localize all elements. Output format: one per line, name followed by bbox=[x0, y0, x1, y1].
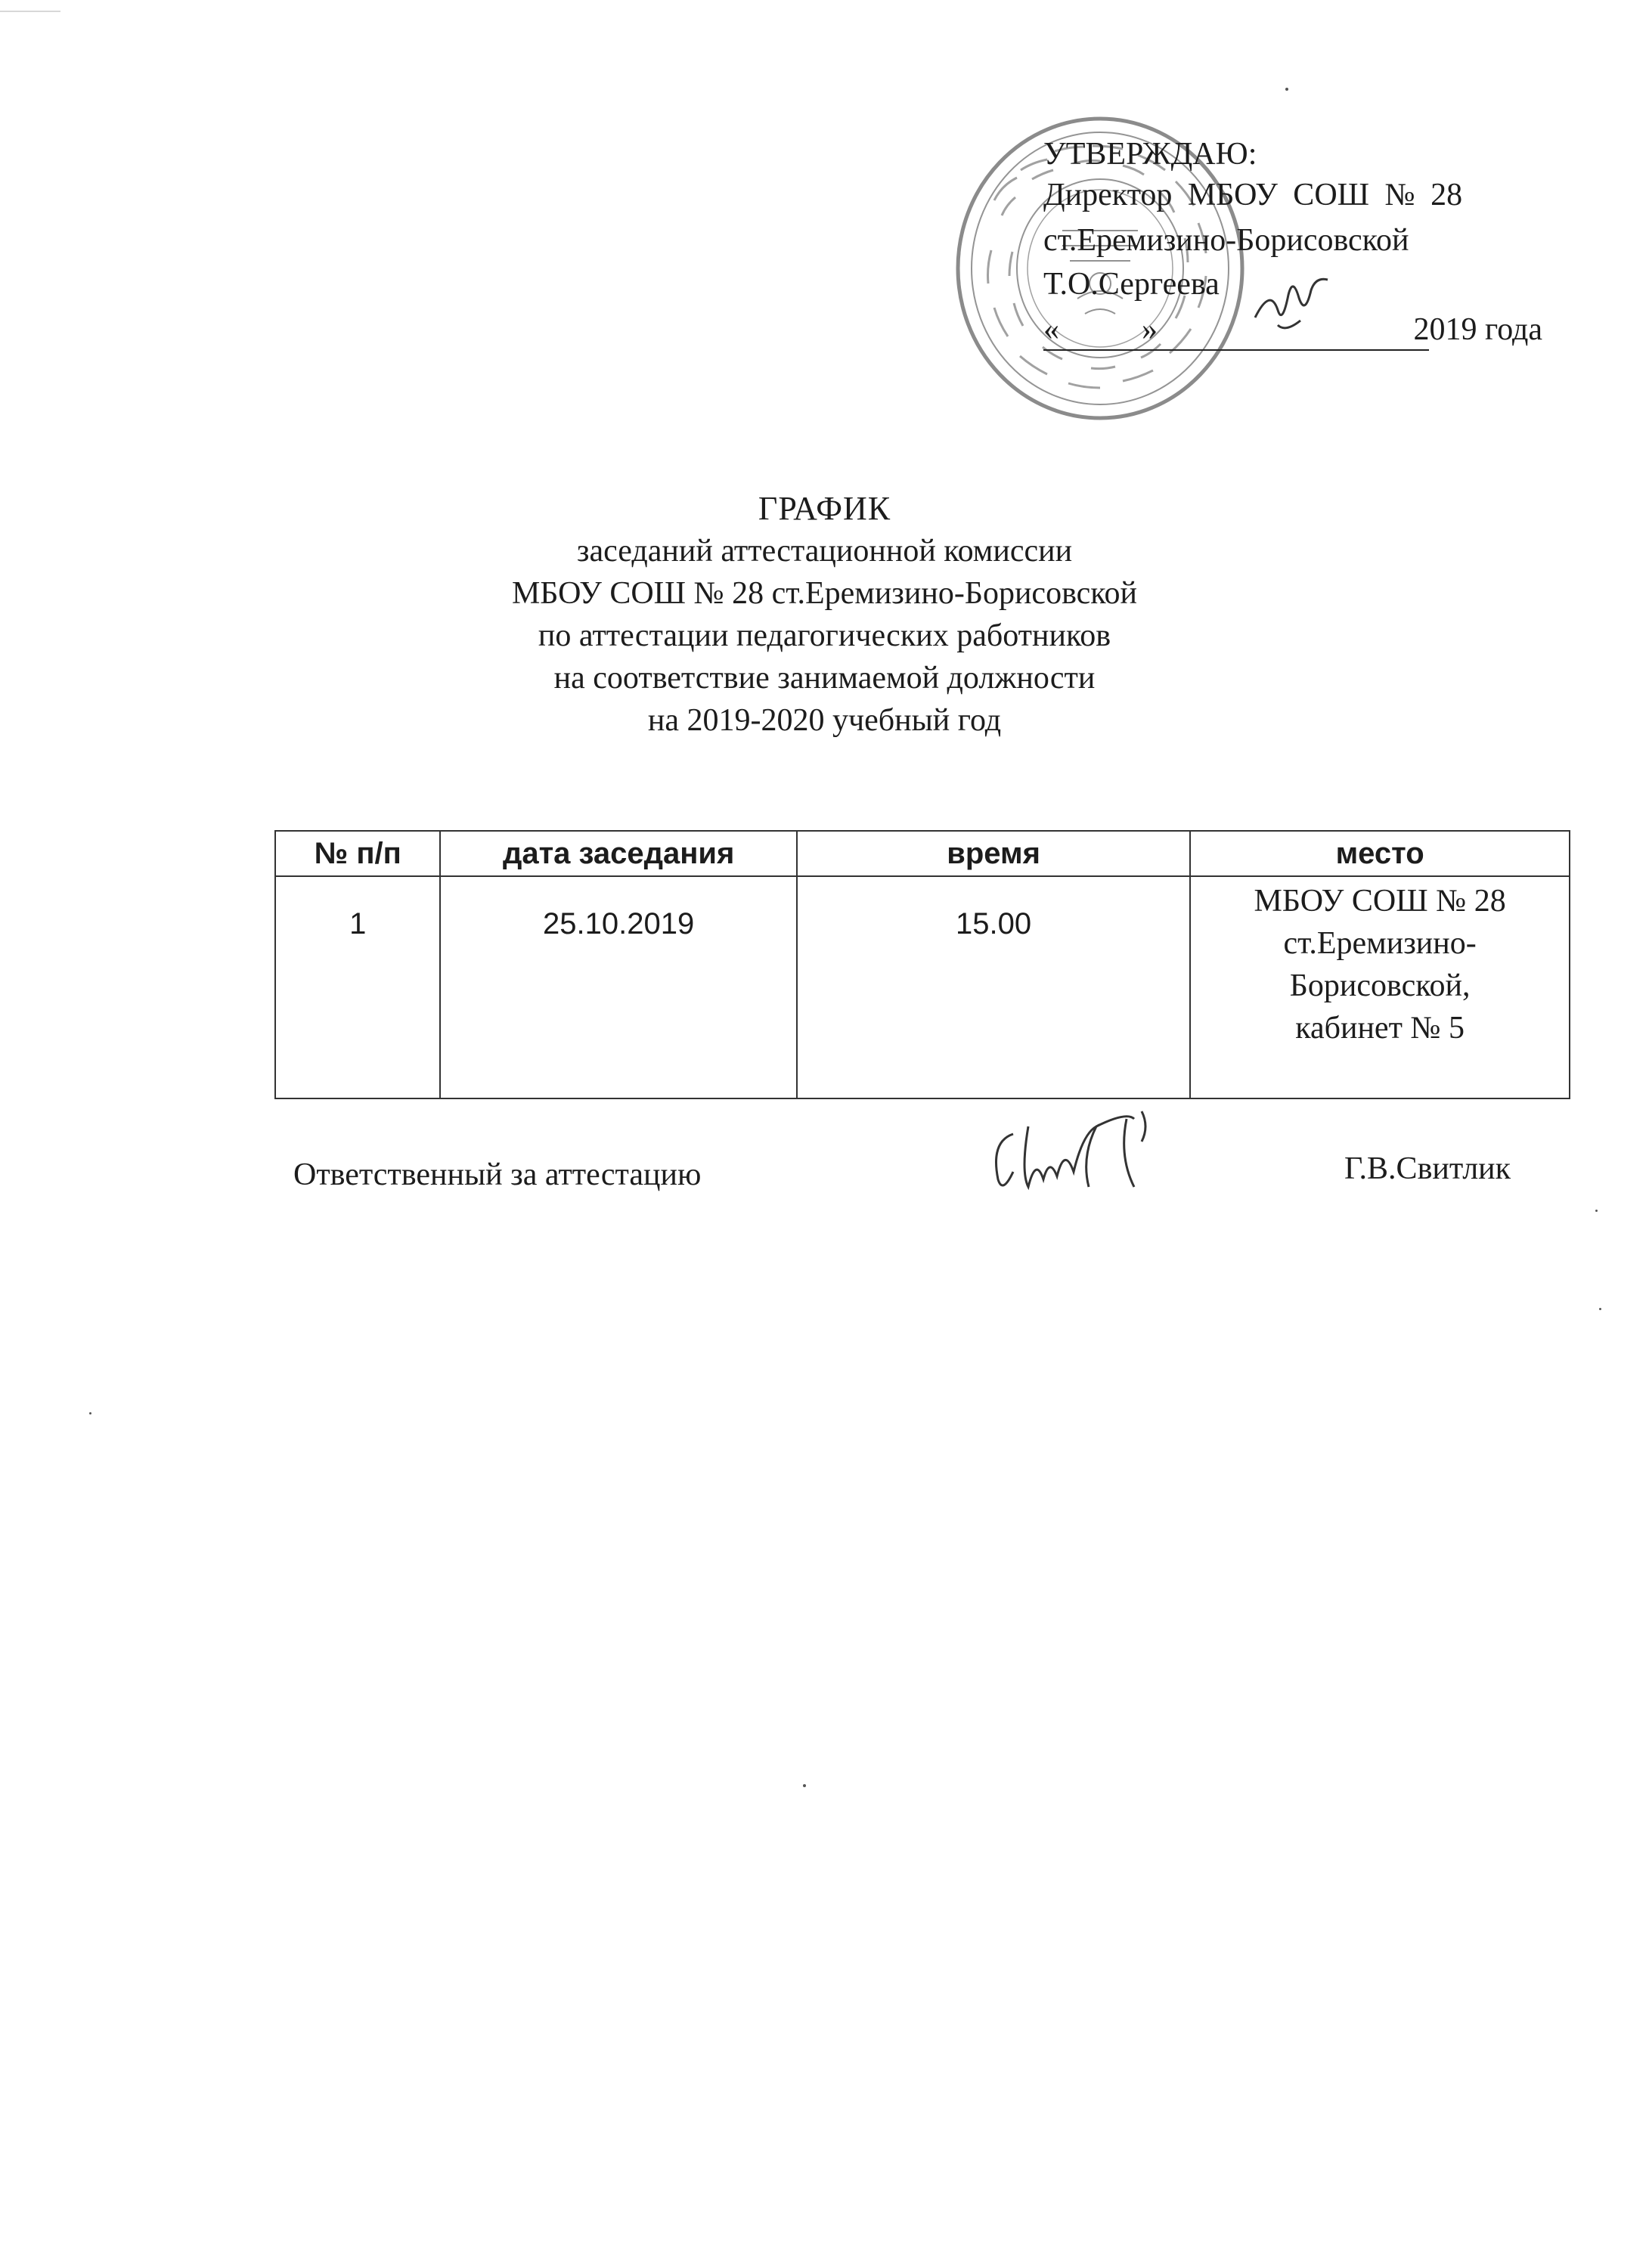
approval-date-year: 2019 года bbox=[1413, 312, 1542, 347]
table-header-row bbox=[275, 831, 1570, 876]
scan-speck bbox=[1285, 88, 1288, 91]
title-heading: ГРАФИК bbox=[758, 490, 891, 527]
place-line: МБОУ СОШ № 28 bbox=[1254, 884, 1506, 919]
header-date: дата заседания bbox=[440, 831, 797, 876]
title-line-5: на 2019-2020 учебный год bbox=[647, 703, 1002, 738]
title-line-3: по аттестации педагогических работников bbox=[538, 618, 1111, 653]
date-underline bbox=[1043, 349, 1429, 351]
responsible-name: Г.В.Свитлик bbox=[1344, 1151, 1511, 1186]
cell-place bbox=[1190, 876, 1570, 1098]
scan-speck bbox=[803, 1784, 806, 1787]
table-row bbox=[275, 876, 1570, 1098]
title-line-2: МБОУ СОШ № 28 ст.Еремизино-Борисовской bbox=[511, 576, 1138, 611]
scan-speck bbox=[1595, 1210, 1598, 1212]
date-quote-open: « bbox=[1043, 312, 1059, 347]
director-signature-icon bbox=[1248, 272, 1338, 340]
scan-speck bbox=[1599, 1308, 1601, 1310]
title-line-4: на соответствие занимаемой должности bbox=[553, 661, 1096, 696]
approval-heading: УТВЕРЖДАЮ: bbox=[1043, 137, 1257, 172]
header-place: место bbox=[1190, 831, 1570, 876]
place-line: ст.Еремизино- bbox=[1283, 926, 1477, 961]
header-number: № п/п bbox=[275, 831, 440, 876]
responsible-signature-icon bbox=[983, 1104, 1179, 1210]
scan-speck bbox=[89, 1412, 91, 1414]
cell-date: 25.10.2019 bbox=[440, 876, 797, 1098]
place-line: Борисовской, bbox=[1289, 968, 1471, 1003]
title-line-1: заседаний аттестационной комиссии bbox=[576, 534, 1073, 569]
document-title bbox=[0, 488, 1649, 742]
approval-school: ст.Еремизино-Борисовской bbox=[1043, 223, 1409, 258]
cell-time: 15.00 bbox=[797, 876, 1190, 1098]
header-time: время bbox=[797, 831, 1190, 876]
approval-position: Директор МБОУ СОШ № 28 bbox=[1043, 178, 1463, 212]
approval-director-name: Т.О.Сергеева bbox=[1043, 267, 1220, 302]
schedule-table bbox=[274, 830, 1570, 1099]
cell-number: 1 bbox=[275, 876, 440, 1098]
scan-edge-mark bbox=[0, 11, 60, 12]
place-line: кабинет № 5 bbox=[1295, 1011, 1465, 1046]
date-quote-close: » bbox=[1142, 312, 1158, 347]
responsible-label: Ответственный за аттестацию bbox=[293, 1157, 702, 1192]
